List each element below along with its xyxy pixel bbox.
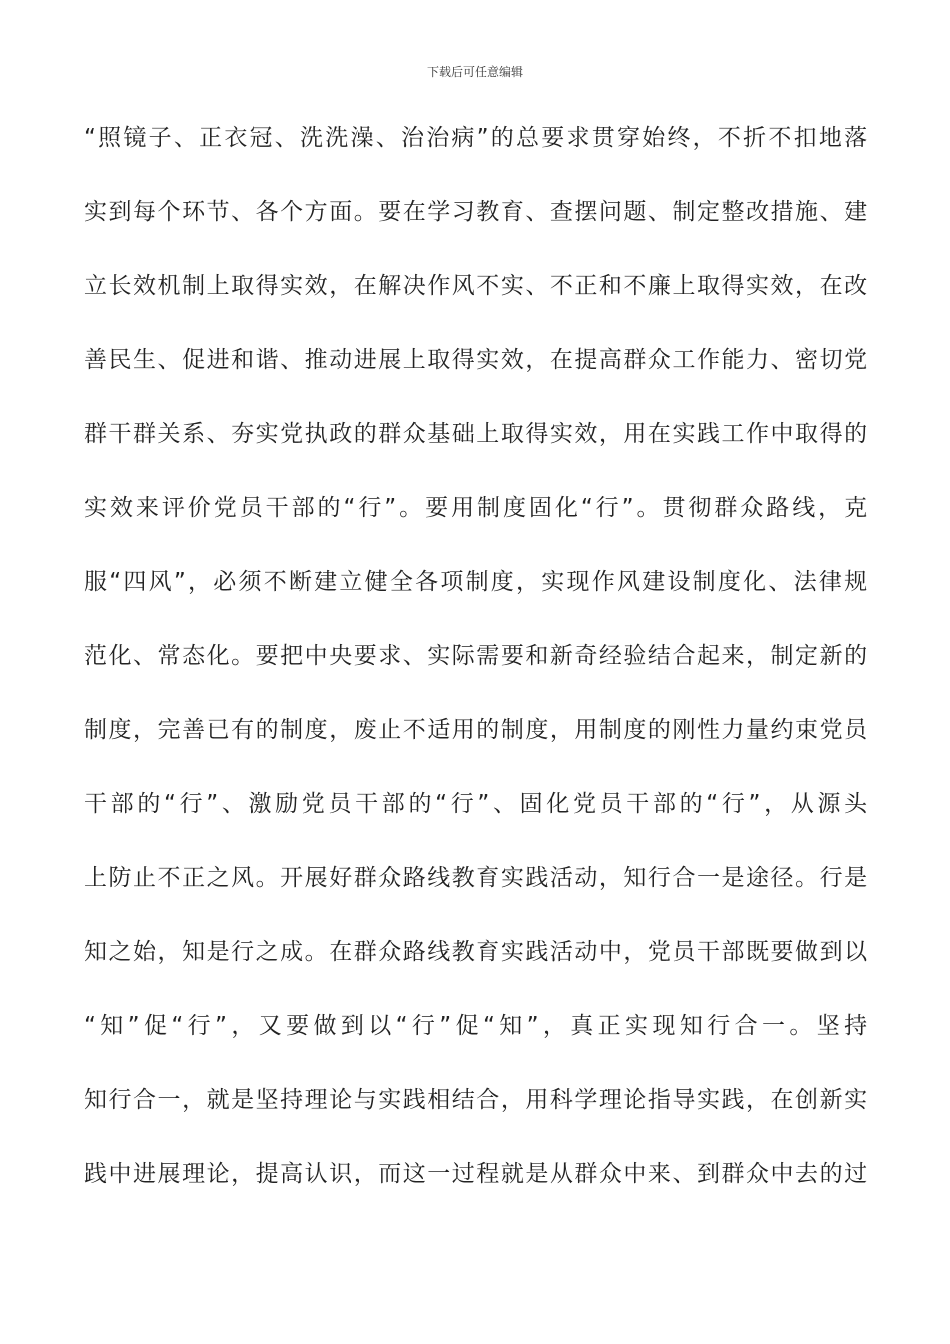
text-line: 实到每个环节、各个方面。要在学习教育、查摆问题、制定整改措施、建: [84, 199, 868, 225]
text-line: 善民生、促进和谐、推动进展上取得实效，在提高群众工作能力、密切党: [84, 347, 868, 373]
text-line: “知”促“行”，又要做到以“行”促“知”，真正实现知行合一。坚持: [84, 1013, 868, 1039]
text-line: 实效来评价党员干部的“行”。要用制度固化“行”。贯彻群众路线，克: [84, 495, 868, 521]
text-line: 制度，完善已有的制度，废止不适用的制度，用制度的刚性力量约束党员: [84, 717, 868, 743]
text-line: 群干群关系、夯实党执政的群众基础上取得实效，用在实践工作中取得的: [84, 421, 868, 447]
text-line: 立长效机制上取得实效，在解决作风不实、不正和不廉上取得实效，在改: [84, 273, 868, 299]
text-line: “照镜子、正衣冠、洗洗澡、治治病”的总要求贯穿始终，不折不扣地落: [84, 125, 868, 151]
text-line: 上防止不正之风。开展好群众路线教育实践活动，知行合一是途径。行是: [84, 865, 868, 891]
text-line: 服“四风”，必须不断建立健全各项制度，实现作风建设制度化、法律规: [84, 569, 868, 595]
text-line: 干部的“行”、激励党员干部的“行”、固化党员干部的“行”，从源头: [84, 791, 868, 817]
text-line: 知之始，知是行之成。在群众路线教育实践活动中，党员干部既要做到以: [84, 939, 868, 965]
text-line: 践中进展理论，提高认识，而这一过程就是从群众中来、到群众中去的过: [84, 1161, 868, 1187]
page-header: 下载后可任意编辑: [426, 65, 523, 79]
text-line: 知行合一，就是坚持理论与实践相结合，用科学理论指导实践，在创新实: [84, 1087, 868, 1113]
text-line: 范化、常态化。要把中央要求、实际需要和新奇经验结合起来，制定新的: [84, 643, 868, 669]
document-body: [84, 112, 868, 1222]
